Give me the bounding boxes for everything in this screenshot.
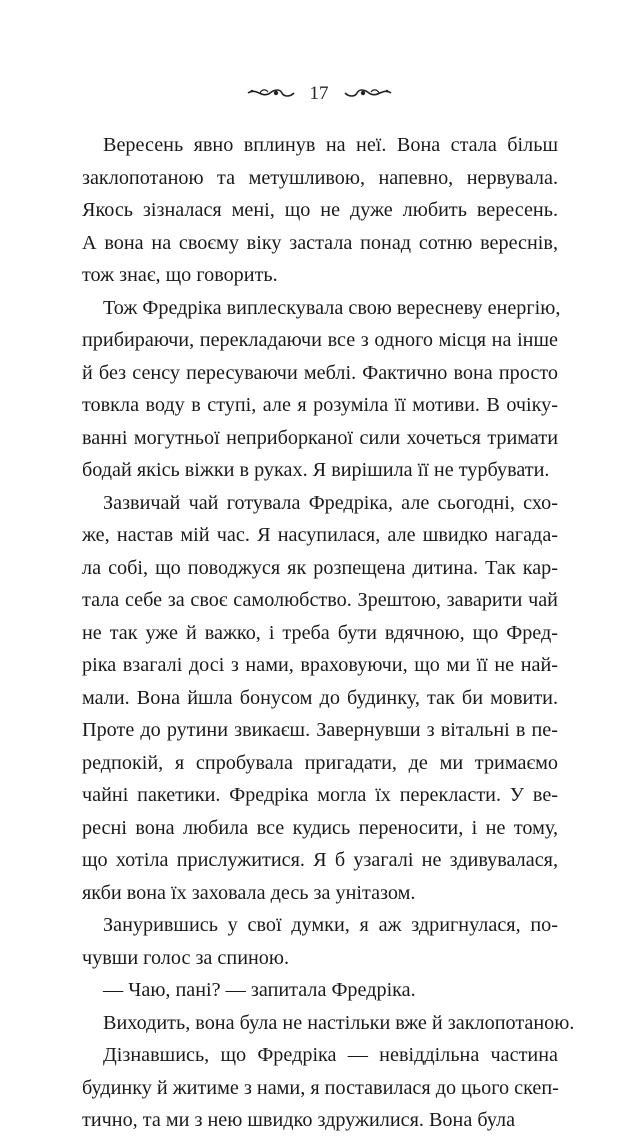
- text-line: бодай якісь віжки в руках. Я вирішила її не турбувати.: [82, 459, 550, 481]
- text-line: Виходить, вона була не настільки вже й заклопотаною.: [103, 1011, 575, 1034]
- text-line: — Чаю, пані? — запитала Фредріка.: [103, 979, 416, 1001]
- text-line: А вона на своєму віку застала понад сотню вереснів,: [82, 231, 558, 254]
- page-header: [0, 78, 638, 108]
- text-line: ла собі, що поводжуся як розпещена дитина. Так кар-: [82, 556, 558, 579]
- text-line: ресні вона любила все кудись переносити, і не тому,: [82, 816, 558, 839]
- text-line: же, настав мій час. Я насупилася, але швидко нагада-: [82, 524, 558, 546]
- text-line: товкла воду в ступі, але я розуміла її мотиви. В очіку-: [82, 394, 558, 416]
- text-line: Вересень явно вплинув на неї. Вона стала більш: [103, 134, 558, 156]
- text-line: чувши голос за спиною.: [82, 946, 290, 969]
- text-line: чайні пакетики. Фредріка могла їх перекласти. У ве-: [82, 784, 558, 806]
- text-line: не так уже й важко, і треба бути вдячною, що Фред-: [82, 621, 558, 644]
- ornament-flourish-right-icon: [343, 85, 393, 101]
- text-line: мали. Вона йшла бонусом до будинку, так би мовити.: [82, 686, 558, 709]
- text-line: редпокій, я спробувала пригадати, де ми тримаємо: [82, 751, 558, 774]
- text-line: Зазвичай чай готувала Фредріка, але сьогодні, схо-: [103, 491, 558, 514]
- text-line: заклопотаною та метушливою, напевно, нервувала.: [82, 166, 558, 189]
- text-line: тала себе за своє самолюбство. Зрештою, заварити чай: [82, 589, 558, 611]
- text-line: Занурившись у свої думки, я аж здригнулася, по-: [103, 914, 558, 936]
- text-line: якби вона їх заховала десь за унітазом.: [82, 881, 416, 904]
- text-line: прибираючи, перекладаючи все з одного місця на інше: [82, 329, 558, 351]
- text-line: й без сенсу пересуваючи меблі. Фактично вона просто: [82, 361, 558, 384]
- text-line: будинку й житиме з нами, я поставилася до цього скеп-: [82, 1076, 559, 1099]
- text-line: ванні могутньої неприборканої сили хочеться тримати: [82, 426, 558, 449]
- text-line: Якось зізналася мені, що не дуже любить вересень.: [82, 199, 558, 221]
- page-number: 17: [309, 82, 329, 104]
- text-line: тично, та ми з нею швидко здружилися. Вона була: [82, 1109, 516, 1131]
- text-line: Дізнавшись, що Фредріка — невіддільна частина: [103, 1044, 558, 1066]
- text-line: Тож Фредріка виплескувала свою вересневу енергію,: [103, 296, 561, 319]
- text-line: тож знає, що говорить.: [82, 264, 278, 286]
- text-line: що хотіла прислужитися. Я б узагалі не здивувалася,: [82, 849, 558, 871]
- ornament-flourish-left-icon: [246, 85, 296, 101]
- text-line: Проте до рутини звикаєш. Завернувши з вітальні в пе-: [82, 719, 558, 741]
- body-text: [82, 129, 575, 1137]
- text-line: ріка взагалі досі з нами, враховуючи, що ми її не най-: [82, 654, 558, 676]
